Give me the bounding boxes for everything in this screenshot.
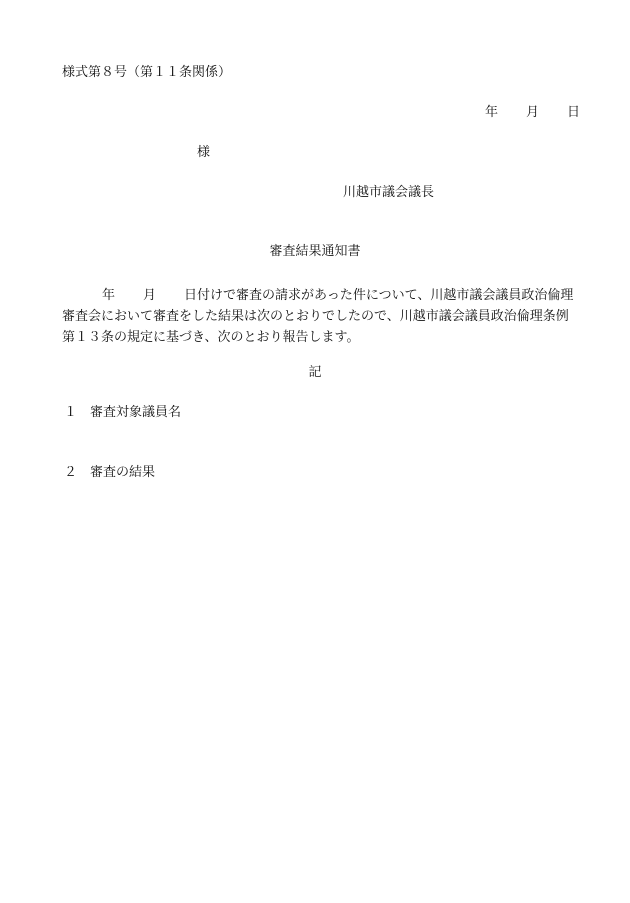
item-number: １: [64, 405, 78, 420]
body-month-suffix: 月: [143, 288, 157, 303]
body-line-3: 第１３条の規定に基づき、次のとおり報告します。: [62, 330, 360, 345]
item-label: 審査の結果: [90, 465, 156, 480]
sender-name: 川越市議会議長: [343, 185, 435, 200]
body-line-1-text: 日付けで審査の請求があった件について、川越市議会議員政治倫理: [184, 288, 574, 303]
body-line-1: [62, 285, 584, 306]
addressee-suffix: 様: [197, 145, 211, 160]
list-item-target-member: [64, 405, 181, 421]
date-line: [485, 105, 580, 121]
body-year-suffix: 年: [102, 288, 116, 303]
list-item-review-result: [64, 465, 155, 481]
date-month-suffix: 月: [525, 105, 539, 120]
item-label: 審査対象議員名: [90, 405, 182, 420]
document-title: 審査結果通知書: [269, 244, 361, 259]
ki-mark: 記: [308, 365, 322, 380]
date-year-suffix: 年: [484, 105, 498, 120]
form-number: 様式第８号（第１１条関係）: [62, 65, 232, 80]
date-day-suffix: 日: [566, 105, 580, 120]
item-number: ２: [64, 465, 78, 480]
body-line-2: 審査会において審査をした結果は次のとおりでしたので、川越市議会議員政治倫理条例: [62, 309, 569, 324]
body-paragraph: [62, 285, 584, 348]
